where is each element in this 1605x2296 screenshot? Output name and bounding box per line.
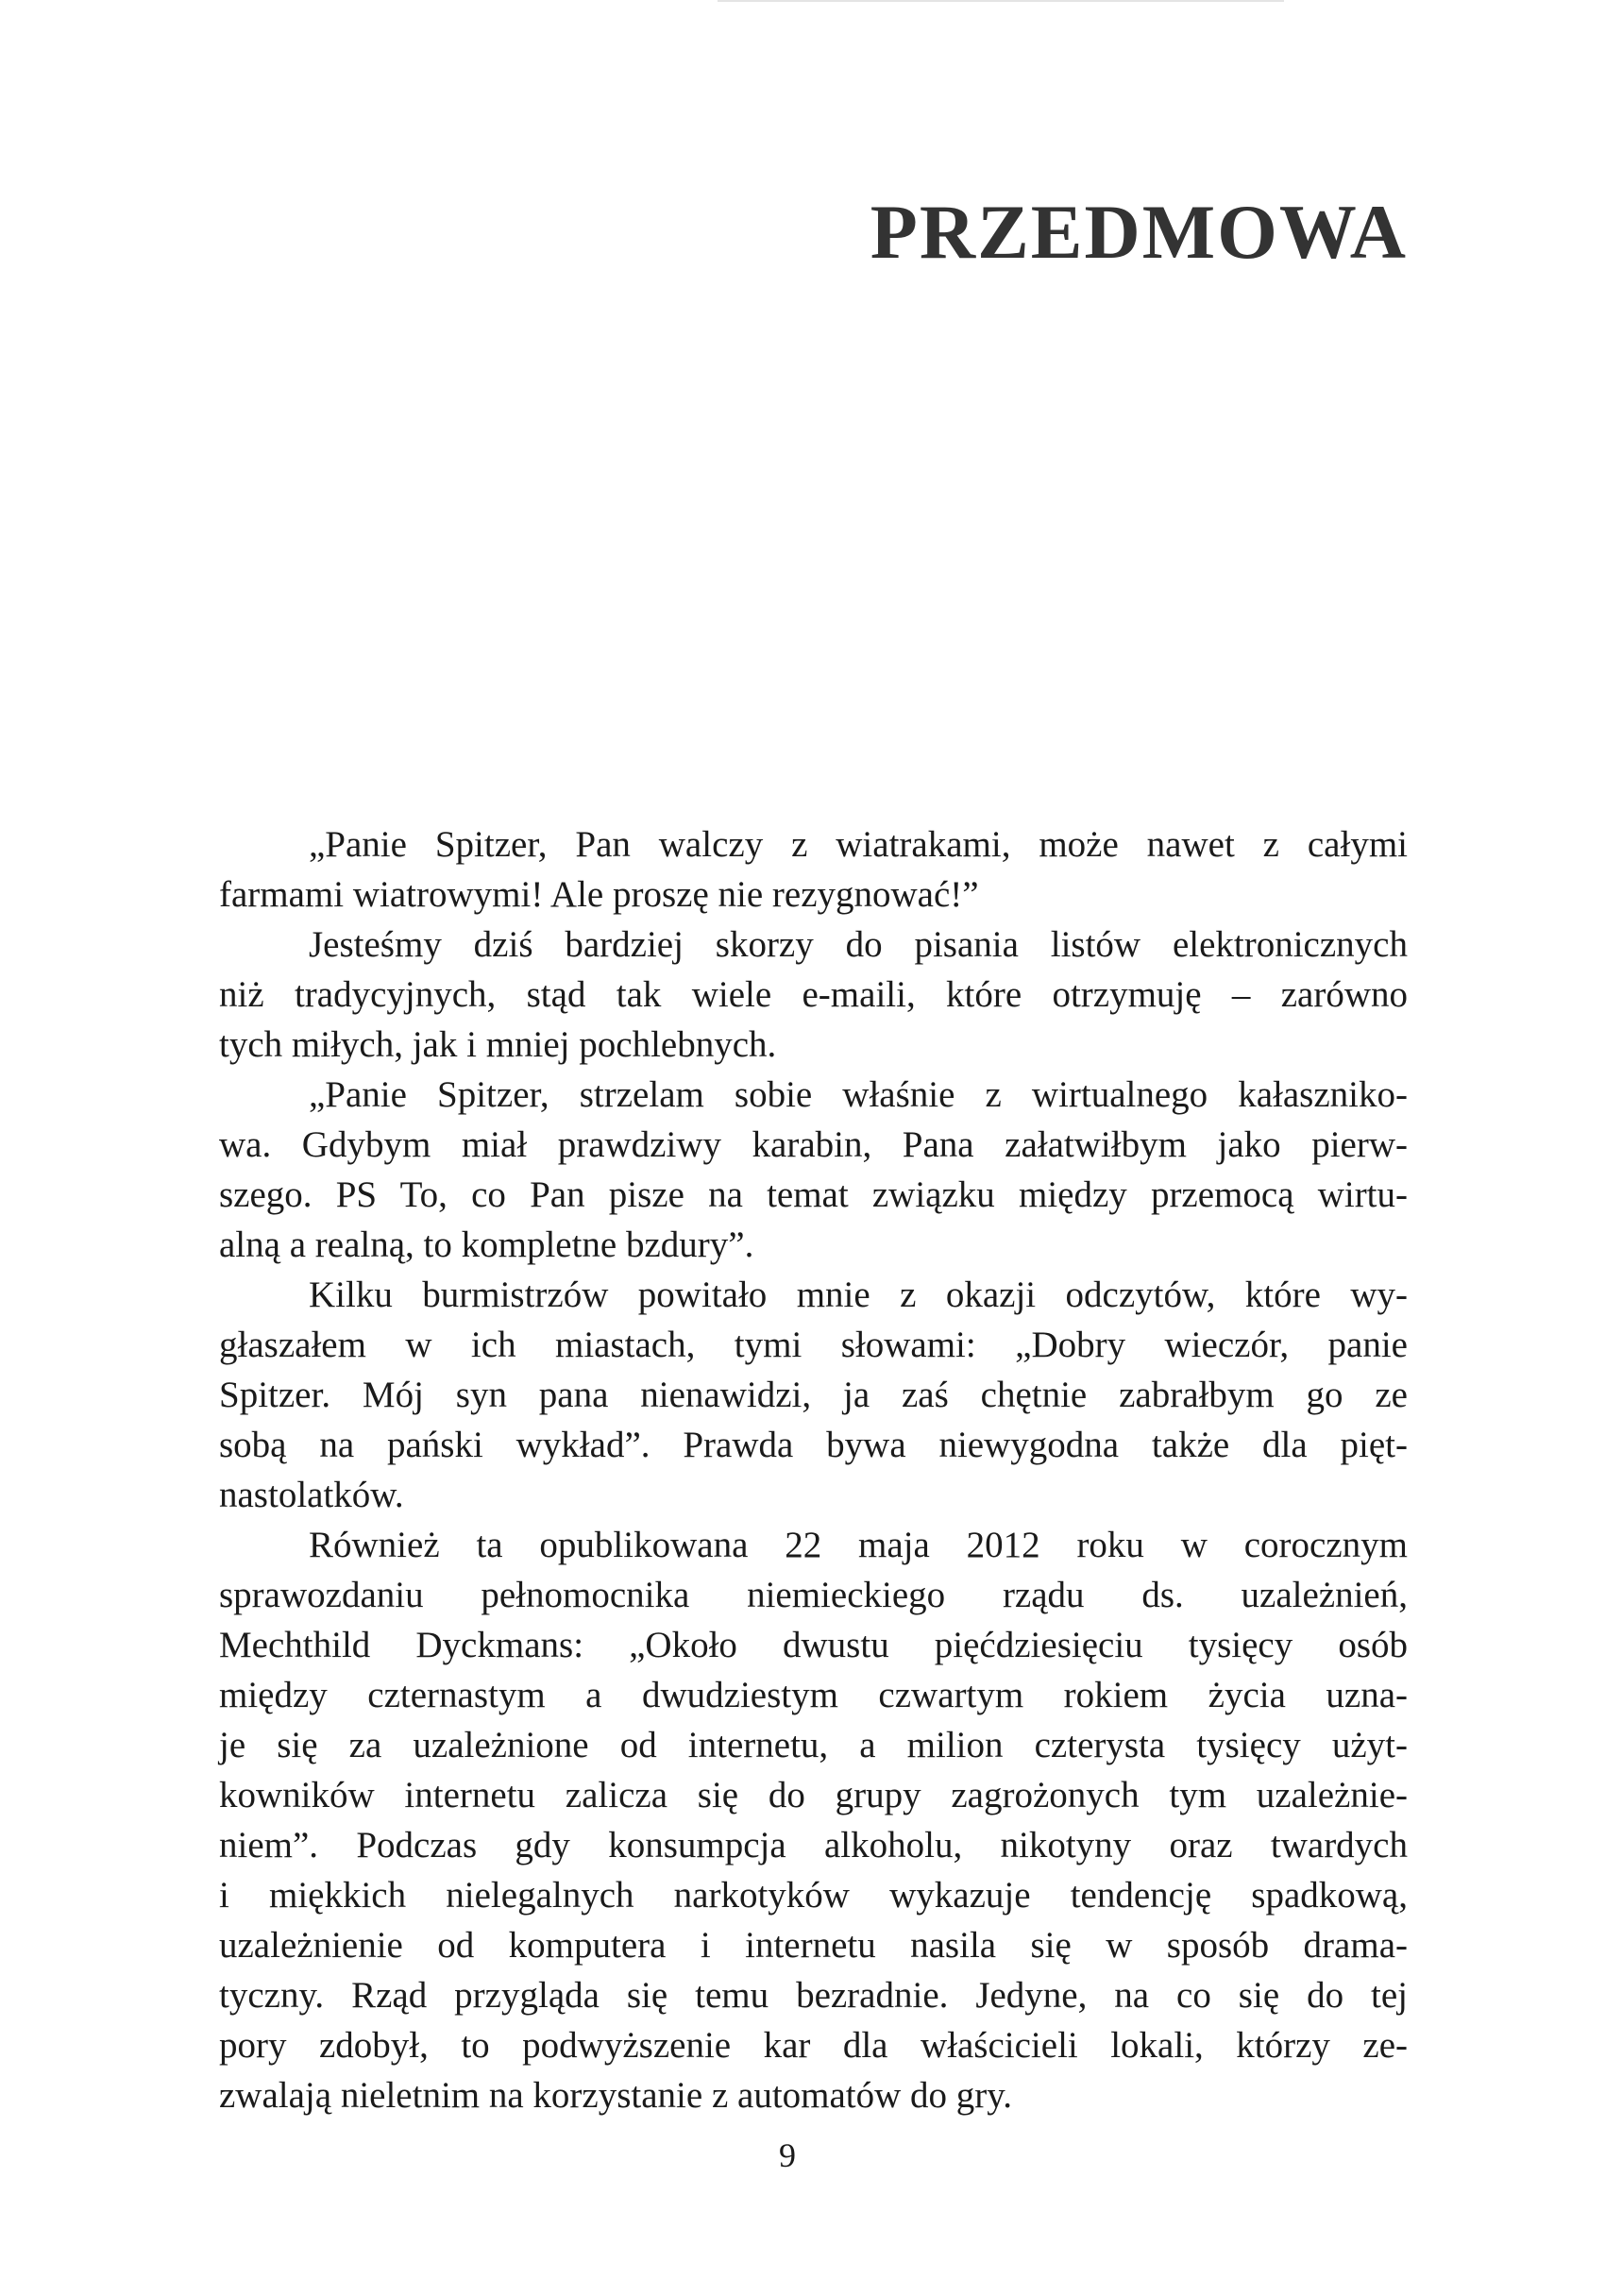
paragraph — [219, 1070, 1408, 1270]
text-line: niem”. Podczas gdy konsumpcja alkoholu, nikotyny oraz twardych — [219, 1825, 1408, 1866]
paragraph — [219, 920, 1408, 1070]
text-line: „Panie Spitzer, Pan walczy z wiatrakami, może nawet z całymi — [309, 824, 1408, 865]
text-line: kowników internetu zalicza się do grupy zagrożonych tym uzależnie- — [219, 1775, 1408, 1815]
chapter-title: PRZEDMOWA — [870, 189, 1408, 275]
text-line: sobą na pański wykład”. Prawda bywa niewygodna także dla pięt- — [219, 1425, 1408, 1465]
text-line: nastolatków. — [219, 1475, 404, 1515]
text-line: tyczny. Rząd przygląda się temu bezradnie. Jedyne, na co się do tej — [219, 1975, 1408, 2016]
scan-edge-line — [718, 0, 1284, 2]
body-text — [219, 819, 1408, 2120]
text-line: zwalają nieletnim na korzystanie z automatów do gry. — [219, 2075, 1013, 2116]
text-line: tych miłych, jak i mniej pochlebnych. — [219, 1024, 777, 1065]
text-line: Również ta opublikowana 22 maja 2012 roku w corocznym — [309, 1525, 1408, 1565]
text-line: między czternastym a dwudziestym czwartym rokiem życia uzna- — [219, 1675, 1408, 1715]
text-line: Kilku burmistrzów powitało mnie z okazji odczytów, które wy- — [309, 1275, 1408, 1315]
page-number: 9 — [779, 2136, 796, 2174]
paragraph — [219, 1270, 1408, 1520]
text-line: szego. PS To, co Pan pisze na temat związku między przemocą wirtu- — [219, 1174, 1408, 1215]
paragraph — [219, 819, 1408, 920]
text-line: Jesteśmy dziś bardziej skorzy do pisania listów elektronicznych — [309, 924, 1408, 965]
text-line: niż tradycyjnych, stąd tak wiele e-maili, które otrzymuję – zarówno — [219, 974, 1408, 1015]
text-line: farmami wiatrowymi! Ale proszę nie rezygnować!” — [219, 874, 979, 915]
text-line: alną a realną, to kompletne bzdury”. — [219, 1224, 754, 1265]
paragraph — [219, 1520, 1408, 2120]
text-line: wa. Gdybym miał prawdziwy karabin, Pana załatwiłbym jako pierw- — [219, 1124, 1408, 1165]
text-line: je się za uzależnione od internetu, a milion czterysta tysięcy użyt- — [219, 1725, 1408, 1765]
text-line: głaszałem w ich miastach, tymi słowami: „Dobry wieczór, panie — [219, 1325, 1408, 1365]
text-line: sprawozdaniu pełnomocnika niemieckiego rządu ds. uzależnień, — [219, 1575, 1408, 1615]
text-line: Mechthild Dyckmans: „Około dwustu pięćdziesięciu tysięcy osób — [219, 1625, 1408, 1665]
text-line: pory zdobył, to podwyższenie kar dla właścicieli lokali, którzy ze- — [219, 2025, 1408, 2066]
text-line: Spitzer. Mój syn pana nienawidzi, ja zaś chętnie zabrałbym go ze — [219, 1375, 1408, 1415]
text-line: „Panie Spitzer, strzelam sobie właśnie z wirtualnego kałasznikо- — [309, 1074, 1408, 1115]
text-line: i miękkich nielegalnych narkotyków wykazuje tendencję spadkową, — [219, 1875, 1408, 1916]
text-line: uzależnienie od komputera i internetu nasila się w sposób drama- — [219, 1925, 1408, 1966]
